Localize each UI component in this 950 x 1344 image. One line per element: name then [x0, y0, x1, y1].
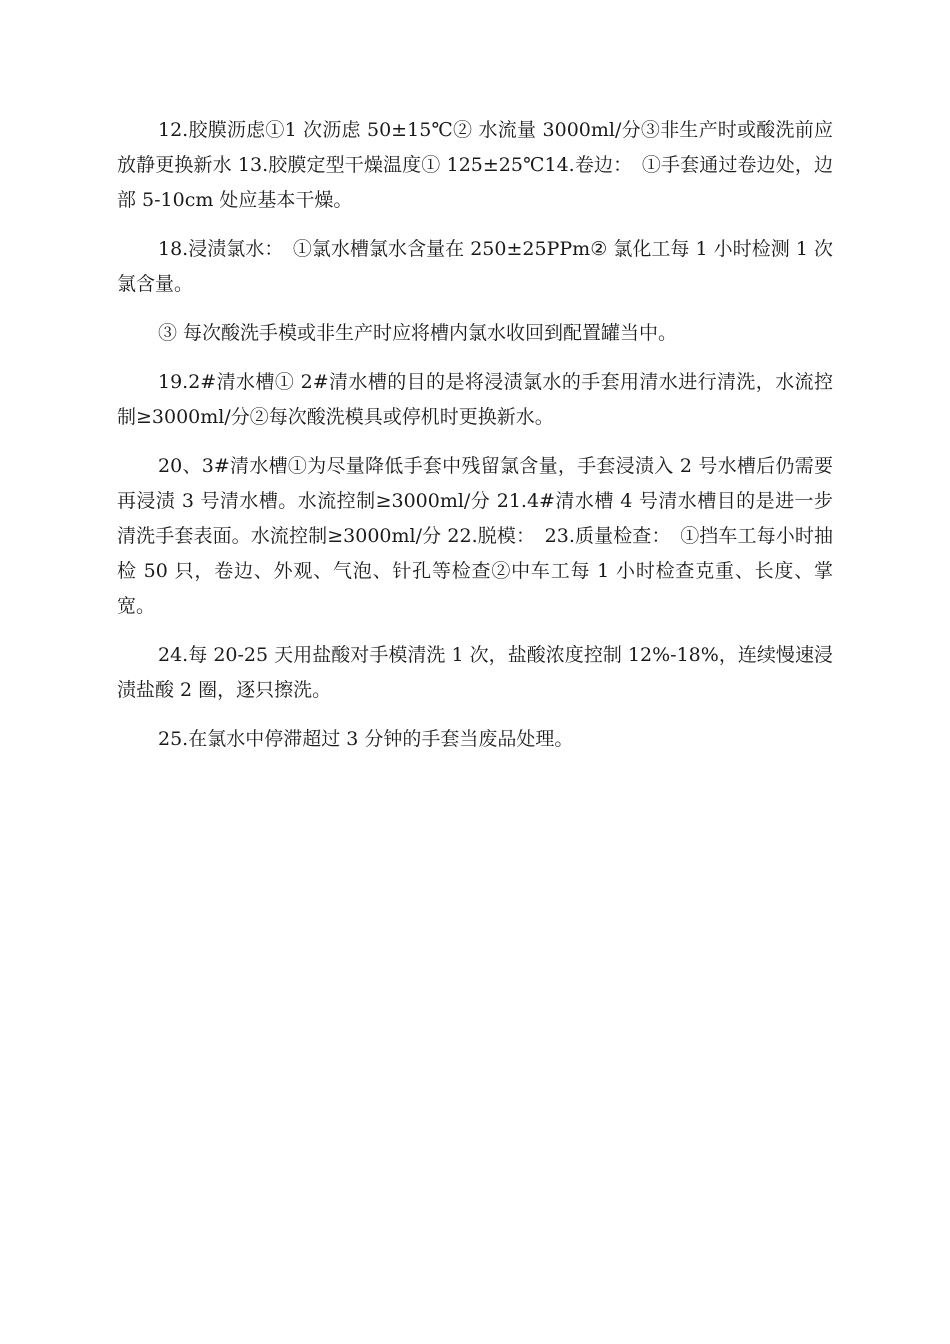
paragraph-acid-cleaning: 24.每 20-25 天用盐酸对手模清洗 1 次，盐酸浓度控制 12%-18%，连续慢速浸渍盐酸 2 圈，逐只擦洗。: [117, 644, 833, 701]
paragraph-chlorine-recovery: ③ 每次酸洗手模或非生产时应将槽内氯水收回到配置罐当中。: [158, 322, 678, 344]
paragraph-rinse-tank-2: 19.2#清水槽① 2#清水槽的目的是将浸渍氯水的手套用清水进行清洗，水流控制≥3000ml/分②每次酸洗模具或停机时更换新水。: [117, 371, 833, 428]
paragraph-glove-film-filtering: 12.胶膜沥虑①1 次沥虑 50±15℃② 水流量 3000ml/分③非生产时或酸洗前应放静更换新水 13.胶膜定型干燥温度① 125±25℃14.卷边： ①手套通过卷边处，边部 5-10cm 处应基本干燥。: [117, 119, 833, 211]
document-body: [117, 113, 833, 771]
paragraph-chlorine-dipping: 18.浸渍氯水： ①氯水槽氯水含量在 250±25PPm② 氯化工每 1 小时检测 1 次氯含量。: [117, 238, 833, 295]
paragraph-scrap-rule: 25.在氯水中停滞超过 3 分钟的手套当废品处理。: [158, 728, 574, 750]
paragraph-rinse-tank-3-4-quality: 20、3#清水槽①为尽量降低手套中残留氯含量，手套浸渍入 2 号水槽后仍需要再浸渍 3 号清水槽。水流控制≥3000ml/分 21.4#清水槽 4 号清水槽目的是进一步清洗手套表面。水流控制≥3000ml/分 22.脱模： 23.质量检查： ①挡车工每小时抽检 50 只，卷边、外观、气泡、针孔等检查②中车工每 1 小时检查克重、长度、掌宽。: [117, 455, 833, 617]
